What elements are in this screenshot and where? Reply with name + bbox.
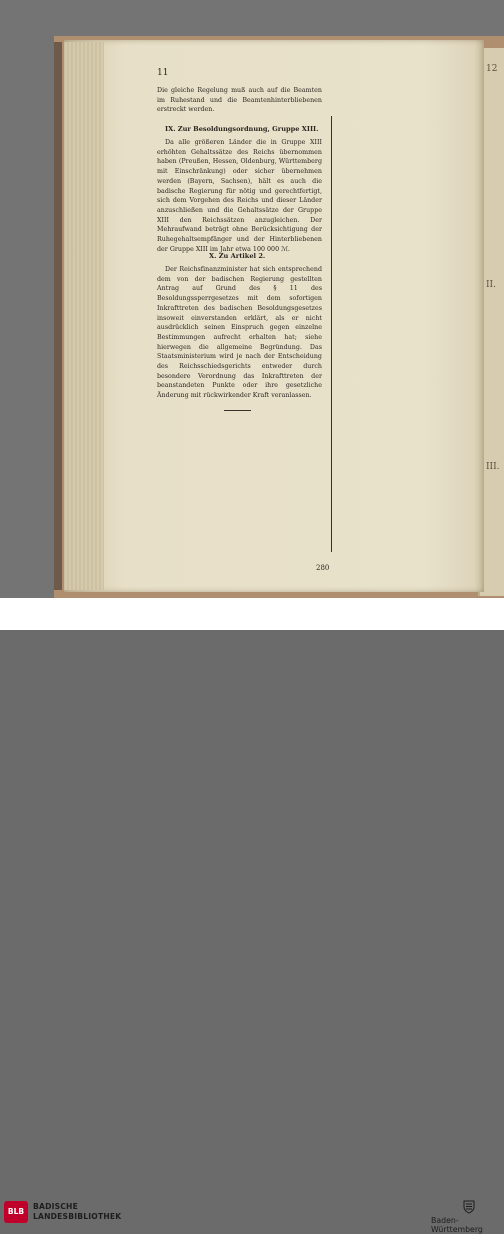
state-name: Baden-Württemberg	[431, 1216, 483, 1234]
intro-paragraph: Die gleiche Regelung muß auch auf die Beamten im Ruhestand und die Beamtenhinterbliebenen erstreckt werden.	[157, 87, 322, 114]
end-rule	[224, 410, 251, 411]
page-number-top: 11	[157, 68, 169, 78]
blb-logo: BLB	[4, 1201, 28, 1223]
margin-rule	[331, 116, 332, 552]
footer-bar	[0, 598, 504, 1234]
facing-page-number: 12	[486, 64, 498, 74]
scanned-book-image	[0, 0, 504, 598]
library-name-line1: BADISCHE	[33, 1202, 78, 1211]
library-name-line2: LANDESBIBLIOTHEK	[33, 1212, 122, 1221]
page-number-bottom: 280	[316, 564, 330, 572]
section-x-heading: X. Zu Artikel 2.	[209, 252, 266, 260]
page-stack-edges	[64, 42, 104, 590]
section-ix-paragraph: Da alle größeren Länder die in Gruppe XIII erhöhten Gehaltssätze des Reichs übernommen haben (Preußen, Hessen, Oldenburg, Württemberg mit Einschränkung) oder sicher übernehmen werden (Bayern, Sachsen), hält es auch die badische Regierung für nötig und gerechtfertigt, sich dem Vorgehen des Reichs und dieser Länder anzuschließen und die Gehaltssätze der Gruppe XIII den Reichssätzen anzugleichen. Der Mehraufwand beträgt ohne Berücksichtigung der Ruhegehaltsempfänger und der Hinterbliebenen der Gruppe XIII im Jahr etwa 100 000 ℳ.	[157, 139, 322, 253]
section-ix-heading: IX. Zur Besoldungsordnung, Gruppe XIII.	[165, 125, 319, 133]
facing-page-mark: III.	[486, 462, 500, 472]
facing-page-mark: II.	[486, 280, 496, 290]
section-x-paragraph: Der Reichsfinanzminister hat sich entsprechend dem von der badischen Regierung gestellten Antrag auf Grund des § 11 des Besoldungssperrgesetzes mit dem sofortigen Inkrafttreten des badischen Besoldungsgesetzes insoweit einverstanden erklärt, als er nicht ausdrücklich seinen Einspruch gegen einzelne Bestimmungen aufrecht erhalten hat; siehe hierwegen die allgemeine Begründung. Das Staatsministerium wird je nach der Entscheidung des Reichsschiedsgerichts entweder durch besondere Verordnung das Inkrafttreten der beanstandeten Punkte oder ihre gesetzliche Änderung mit rückwirkender Kraft veranlassen.	[157, 266, 322, 400]
coat-of-arms-icon	[463, 1200, 475, 1214]
